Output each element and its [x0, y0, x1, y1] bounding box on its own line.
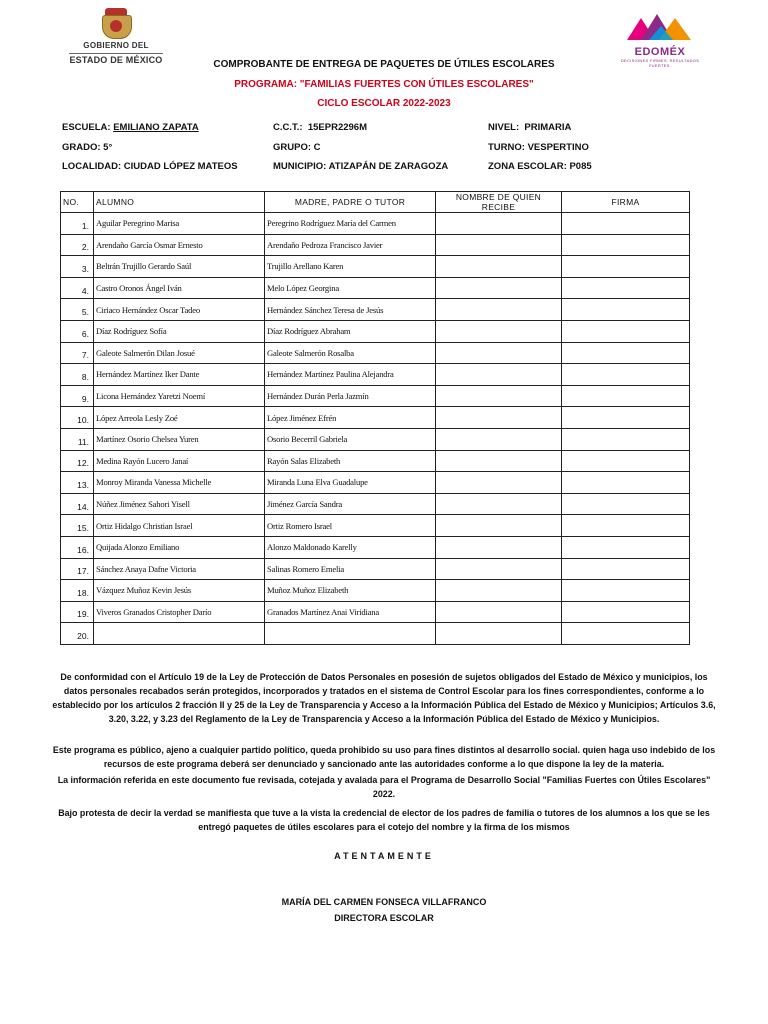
table-row: [61, 558, 690, 580]
signature-cell[interactable]: [562, 385, 690, 407]
grado-value: 5°: [103, 142, 113, 153]
receiver-name-cell[interactable]: [436, 256, 562, 278]
row-number: 19.: [61, 601, 94, 623]
municipio-value: ATIZAPÁN DE ZARAGOZA: [328, 161, 449, 172]
gov-logo-line1: GOBIERNO DEL: [83, 41, 149, 50]
receiver-name-cell[interactable]: [436, 558, 562, 580]
guardian-name: Rayón Salas Elizabeth: [265, 450, 436, 472]
guardian-name: Peregrino Rodríguez María del Carmen: [265, 213, 436, 235]
grado-label: GRADO:: [62, 142, 101, 153]
row-number: 3.: [61, 256, 94, 278]
student-name: Monroy Miranda Vanessa Michelle: [94, 472, 265, 494]
receiver-name-cell[interactable]: [436, 342, 562, 364]
row-number: 20.: [61, 623, 94, 645]
guardian-name: Jiménez García Sandra: [265, 493, 436, 515]
receiver-name-cell[interactable]: [436, 320, 562, 342]
row-number: 15.: [61, 515, 94, 537]
edomex-mountain-icon: [625, 12, 695, 40]
signature-cell[interactable]: [562, 299, 690, 321]
table-row: [61, 320, 690, 342]
col-header-receiver: NOMBRE DE QUIEN RECIBE: [436, 192, 562, 213]
signature-cell[interactable]: [562, 407, 690, 429]
table-row: [61, 407, 690, 429]
student-name: Arendaño García Osmar Ernesto: [94, 234, 265, 256]
guardian-name: Alonzo Maldonado Karelly: [265, 536, 436, 558]
grupo-value: C: [313, 142, 321, 153]
signature-cell[interactable]: [562, 536, 690, 558]
program-title: PROGRAMA: "FAMILIAS FUERTES CON ÚTILES ESCOLARES": [234, 79, 534, 90]
receiver-name-cell[interactable]: [436, 472, 562, 494]
guardian-name: Galeote Salmerón Rosalba: [265, 342, 436, 364]
receiver-name-cell[interactable]: [436, 428, 562, 450]
guardian-name: Granados Martínez Anai Viridiana: [265, 601, 436, 623]
table-row: [61, 493, 690, 515]
signature-cell[interactable]: [562, 364, 690, 386]
student-name: Viveros Granados Cristopher Darío: [94, 601, 265, 623]
atentamente-label: ATENTAMENTE: [334, 851, 434, 861]
edomex-logo-word: EDOMÉX: [634, 46, 686, 58]
signature-cell[interactable]: [562, 558, 690, 580]
receiver-name-cell[interactable]: [436, 277, 562, 299]
cct-label: C.C.T.:: [273, 122, 303, 133]
table-row: [61, 450, 690, 472]
cct-value: 15EPR2296M: [307, 122, 367, 133]
nivel-value: PRIMARIA: [524, 122, 572, 133]
row-number: 12.: [61, 450, 94, 472]
signature-cell[interactable]: [562, 213, 690, 235]
row-number: 11.: [61, 428, 94, 450]
grado-field: [62, 142, 112, 153]
guardian-name: Hernández Martínez Paulina Alejandra: [265, 364, 436, 386]
guardian-name: Salinas Romero Emelia: [265, 558, 436, 580]
receiver-name-cell[interactable]: [436, 601, 562, 623]
guardian-name: Díaz Rodríguez Abraham: [265, 320, 436, 342]
table-row: [61, 299, 690, 321]
row-number: 8.: [61, 364, 94, 386]
row-number: 2.: [61, 234, 94, 256]
guardian-name: Melo López Georgina: [265, 277, 436, 299]
row-number: 4.: [61, 277, 94, 299]
localidad-label: LOCALIDAD:: [62, 161, 122, 172]
row-number: 14.: [61, 493, 94, 515]
nivel-field: [488, 122, 571, 133]
receiver-name-cell[interactable]: [436, 515, 562, 537]
turno-label: TURNO:: [488, 142, 525, 153]
receiver-name-cell[interactable]: [436, 364, 562, 386]
receiver-name-cell[interactable]: [436, 536, 562, 558]
col-header-alumno: ALUMNO: [94, 192, 265, 213]
gov-logo-line2: ESTADO DE MÉXICO: [69, 55, 163, 65]
student-name: López Arreola Lesly Zoé: [94, 407, 265, 429]
table-row: [61, 385, 690, 407]
student-name: Galeote Salmerón Dilan Josué: [94, 342, 265, 364]
escuela-label: ESCUELA:: [62, 122, 111, 133]
edomex-logo: [620, 12, 700, 68]
signature-cell[interactable]: [562, 277, 690, 299]
guardian-name: Muñoz Muñoz Elizabeth: [265, 580, 436, 602]
signature-cell[interactable]: [562, 428, 690, 450]
row-number: 7.: [61, 342, 94, 364]
student-name: Medina Rayón Lucero Janaí: [94, 450, 265, 472]
row-number: 1.: [61, 213, 94, 235]
student-name: Sánchez Anaya Dafne Victoria: [94, 558, 265, 580]
zona-label: ZONA ESCOLAR:: [488, 161, 567, 172]
row-number: 9.: [61, 385, 94, 407]
receiver-name-cell[interactable]: [436, 493, 562, 515]
escuela-value: EMILIANO ZAPATA: [113, 122, 199, 133]
guardian-name: Arendaño Pedroza Francisco Javier: [265, 234, 436, 256]
receiver-name-cell[interactable]: [436, 299, 562, 321]
signature-cell[interactable]: [562, 493, 690, 515]
student-name: Licona Hernández Yaretzi Noemí: [94, 385, 265, 407]
table-row: [61, 256, 690, 278]
signature-cell[interactable]: [562, 234, 690, 256]
guardian-name: Hernández Sánchez Teresa de Jesús: [265, 299, 436, 321]
receiver-name-cell[interactable]: [436, 407, 562, 429]
table-row: [61, 428, 690, 450]
student-name: Castro Oronos Ángel Iván: [94, 277, 265, 299]
table-header-row: [61, 192, 690, 213]
row-number: 16.: [61, 536, 94, 558]
grupo-field: [273, 142, 321, 153]
signature-cell[interactable]: [562, 342, 690, 364]
student-name: Vázquez Muñoz Kevin Jesús: [94, 580, 265, 602]
student-name: [94, 623, 265, 645]
receiver-name-cell[interactable]: [436, 580, 562, 602]
student-name: Aguilar Peregrino Marisa: [94, 213, 265, 235]
student-name: Beltrán Trujillo Gerardo Saúl: [94, 256, 265, 278]
receiver-name-cell[interactable]: [436, 213, 562, 235]
school-cycle: CICLO ESCOLAR 2022-2023: [317, 98, 451, 109]
turno-field: [488, 142, 589, 153]
grupo-label: GRUPO:: [273, 142, 311, 153]
student-name: Quijada Alonzo Emiliano: [94, 536, 265, 558]
student-name: Ciriaco Hernández Oscar Tadeo: [94, 299, 265, 321]
signer-name: MARÍA DEL CARMEN FONSECA VILLAFRANCO: [281, 897, 487, 907]
municipio-field: [273, 161, 448, 172]
table-row: [61, 580, 690, 602]
signature-cell[interactable]: [562, 472, 690, 494]
signature-cell[interactable]: [562, 450, 690, 472]
verification-paragraph: La información referida en este documento fue revisada, cotejada y avalada para el Programa de Desarrollo Social "Familias Fuertes con Útiles Escolares" 2022.: [57, 775, 711, 799]
guardian-name: López Jiménez Efrén: [265, 407, 436, 429]
col-header-tutor: MADRE, PADRE O TUTOR: [265, 192, 436, 213]
localidad-value: CIUDAD LÓPEZ MATEOS: [123, 161, 238, 172]
table-row: [61, 364, 690, 386]
guardian-name: Miranda Luna Elva Guadalupe: [265, 472, 436, 494]
receiver-name-cell[interactable]: [436, 234, 562, 256]
receiver-name-cell[interactable]: [436, 385, 562, 407]
zona-value: P085: [569, 161, 592, 172]
signature-cell[interactable]: [562, 580, 690, 602]
signature-cell[interactable]: [562, 256, 690, 278]
row-number: 10.: [61, 407, 94, 429]
row-number: 5.: [61, 299, 94, 321]
table-row: [61, 342, 690, 364]
table-row: [61, 277, 690, 299]
student-name: Núñez Jiménez Sahori Yisell: [94, 493, 265, 515]
guardian-name: Osorio Becerril Gabriela: [265, 428, 436, 450]
state-seal-icon: [99, 8, 133, 38]
cct-field: [273, 122, 367, 133]
delivery-table: [60, 191, 690, 645]
receiver-name-cell[interactable]: [436, 450, 562, 472]
row-number: 6.: [61, 320, 94, 342]
guardian-name: [265, 623, 436, 645]
row-number: 13.: [61, 472, 94, 494]
zona-field: [488, 161, 592, 172]
nivel-label: NIVEL:: [488, 122, 520, 133]
student-name: Hernández Martínez Iker Dante: [94, 364, 265, 386]
table-row: [61, 472, 690, 494]
municipio-label: MUNICIPIO:: [273, 161, 327, 172]
receiver-name-cell[interactable]: [436, 623, 562, 645]
student-name: Díaz Rodríguez Sofía: [94, 320, 265, 342]
guardian-name: Hernández Durán Perla Jazmín: [265, 385, 436, 407]
turno-value: VESPERTINO: [527, 142, 589, 153]
signature-cell[interactable]: [562, 515, 690, 537]
guardian-name: Ortiz Romero Israel: [265, 515, 436, 537]
localidad-field: [62, 161, 238, 172]
public-program-paragraph: Este programa es público, ajeno a cualquier partido político, queda prohibido su uso para fines distintos al desarrollo social. quien haga uso indebido de los recursos de este programa deberá ser denunciado y sancionado ante las autoridades conforme a lo que dispone la ley de la materia.: [52, 745, 716, 769]
gobierno-estado-mexico-logo: [62, 8, 170, 64]
row-number: 17.: [61, 558, 94, 580]
student-name: Martínez Osorio Chelsea Yuren: [94, 428, 265, 450]
document-title: COMPROBANTE DE ENTREGA DE PAQUETES DE ÚTILES ESCOLARES: [213, 59, 555, 70]
signature-cell[interactable]: [562, 320, 690, 342]
data-protection-paragraph: De conformidad con el Artículo 19 de la Ley de Protección de Datos Personales en posesión de sujetos obligados del Estado de México y municipios, los datos personales recabados serán protegidos, incorporados y tratados en el sistema de Control Escolar para los fines correspondientes, conforme a lo establecido por los artículos 2 fracción II y 25 de la Ley de Transparencia y Acceso a la Información Pública del Estado de México y Municipios; Artículos 3.6, 3.20, 3.22, y 3.23 del Reglamento de la Ley de Transparencia y Acceso a la Información Pública del Estado de México y Municipios.: [52, 672, 716, 724]
signer-title: DIRECTORA ESCOLAR: [334, 913, 434, 923]
signature-cell[interactable]: [562, 601, 690, 623]
guardian-name: Trujillo Arellano Karen: [265, 256, 436, 278]
table-row: [61, 213, 690, 235]
row-number: 18.: [61, 580, 94, 602]
table-row: [61, 623, 690, 645]
table-row: [61, 234, 690, 256]
edomex-logo-tagline: DECISIONES FIRMES, RESULTADOS FUERTES.: [620, 58, 700, 68]
escuela-field: [62, 122, 199, 133]
table-row: [61, 536, 690, 558]
student-name: Ortiz Hidalgo Christian Israel: [94, 515, 265, 537]
col-header-firma: FIRMA: [562, 192, 690, 213]
table-row: [61, 601, 690, 623]
signature-cell[interactable]: [562, 623, 690, 645]
col-header-no: NO.: [61, 192, 94, 213]
table-row: [61, 515, 690, 537]
oath-paragraph: Bajo protesta de decir la verdad se manifiesta que tuve a la vista la credencial de elector de los padres de familia o tutores de los alumnos a los que se les entregó paquetes de útiles escolares para el cotejo del nombre y la firma de los mismos: [58, 808, 710, 832]
